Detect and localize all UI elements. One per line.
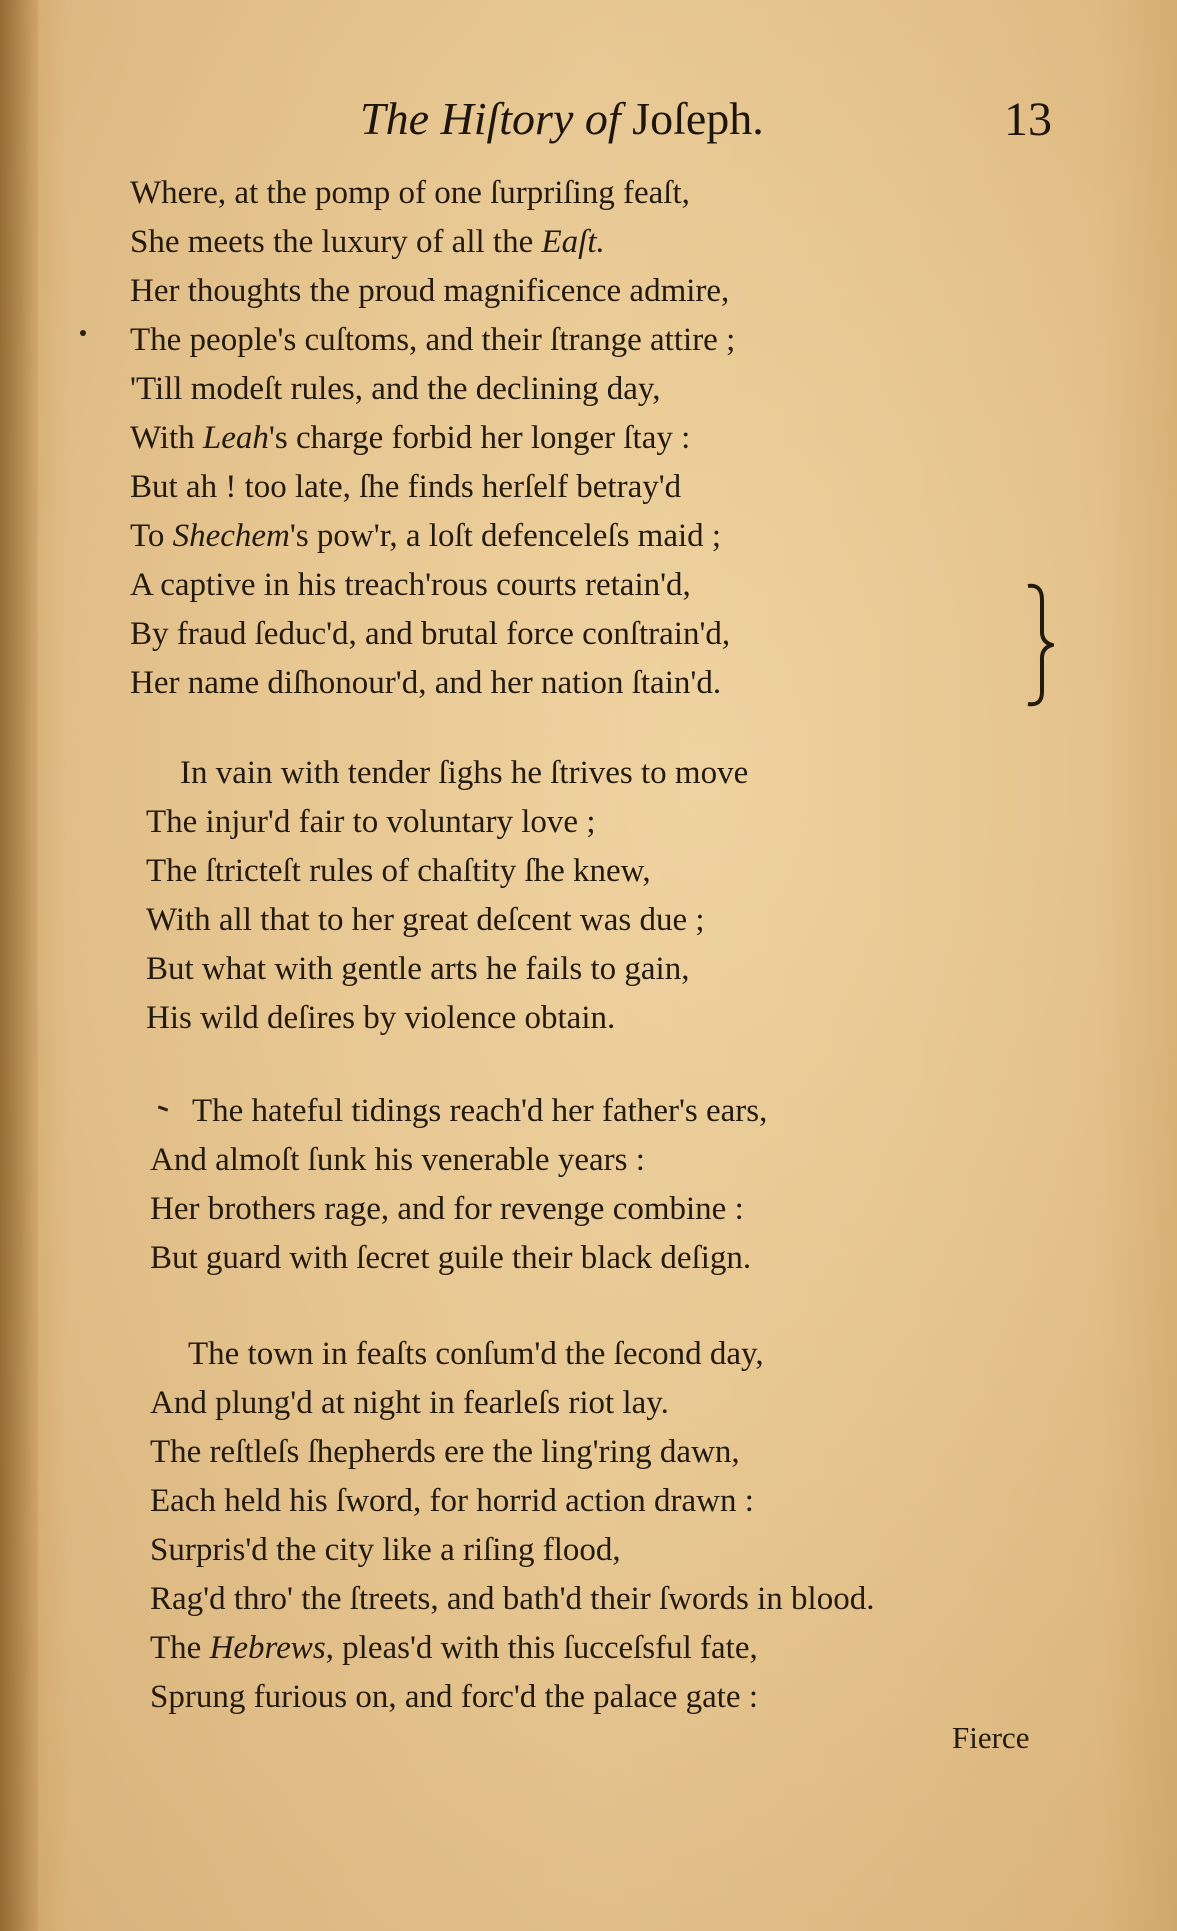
verse-line: Her name diſhonour'd, and her nation ſtain'd.: [130, 665, 722, 701]
verse-line: The injur'd fair to voluntary love ;: [146, 804, 596, 840]
italic-word-east: Eaſt.: [541, 224, 605, 260]
title-word-joseph: Joſeph.: [632, 93, 764, 144]
margin-mark: [80, 330, 86, 336]
verse-line: Sprung furious on, and forc'd the palace gate :: [150, 1679, 759, 1715]
verse-line: A captive in his treach'rous courts retain'd,: [130, 567, 691, 603]
margin-mark: [158, 1105, 168, 1111]
verse-line: By fraud ſeduc'd, and brutal force conſtrain'd,: [130, 616, 731, 652]
italic-word-hebrews: Hebrews: [209, 1630, 326, 1666]
verse-line: Her brothers rage, and for revenge combine :: [150, 1191, 744, 1227]
page-header: [0, 92, 1177, 162]
verse-line: 'Till modeſt rules, and the declining day,: [130, 371, 661, 407]
title-word-the: The: [360, 93, 429, 144]
verse-line: Where, at the pomp of one ſurpriſing feaſt,: [130, 175, 690, 211]
verse-line: And almoſt ſunk his venerable years :: [150, 1142, 645, 1178]
italic-name-leah: Leah: [202, 420, 269, 456]
verse-line: The hateful tidings reach'd her father's ears,: [192, 1093, 768, 1129]
verse-line: The Hebrews, pleas'd with this ſucceſsful fate,: [150, 1630, 758, 1666]
verse-line: Surpris'd the city like a riſing flood,: [150, 1532, 621, 1568]
verse-line: The ſtricteſt rules of chaſtity ſhe knew,: [146, 853, 651, 889]
verse-line: His wild deſires by violence obtain.: [146, 1000, 616, 1036]
title-word-of: of: [584, 93, 621, 144]
page-gutter-shadow: [0, 0, 38, 1931]
running-title: [360, 92, 764, 145]
verse-line: The people's cuſtoms, and their ſtrange attire ;: [130, 322, 736, 358]
page-number: 13: [1004, 93, 1052, 146]
verse-line: Rag'd thro' the ſtreets, and bath'd their ſwords in blood.: [150, 1581, 875, 1617]
verse-line: And plung'd at night in fearleſs riot lay.: [150, 1385, 669, 1421]
italic-name-shechem: Shechem: [172, 518, 290, 554]
verse-line: She meets the luxury of all the Eaſt.: [130, 224, 605, 260]
verse-line: Her thoughts the proud magnificence admire,: [130, 273, 730, 309]
verse-line: The town in feaſts conſum'd the ſecond day,: [188, 1336, 764, 1372]
title-word-history: Hiſtory: [440, 93, 574, 144]
triplet-brace: [1024, 580, 1054, 710]
verse-line: With all that to her great deſcent was due ;: [146, 902, 705, 938]
verse-line: Each held his ſword, for horrid action drawn :: [150, 1483, 754, 1519]
verse-line: In vain with tender ſighs he ſtrives to move: [180, 755, 749, 791]
verse-line: With Leah's charge forbid her longer ſtay :: [130, 420, 691, 456]
verse-line: The reſtleſs ſhepherds ere the ling'ring dawn,: [150, 1434, 740, 1470]
verse-line: But guard with ſecret guile their black deſign.: [150, 1240, 752, 1276]
verse-line: But what with gentle arts he fails to gain,: [146, 951, 690, 987]
verse-line: To Shechem's pow'r, a loſt defenceleſs maid ;: [130, 518, 722, 554]
verse-line: But ah ! too late, ſhe finds herſelf betray'd: [130, 469, 682, 505]
catchword: Fierce: [952, 1720, 1030, 1755]
